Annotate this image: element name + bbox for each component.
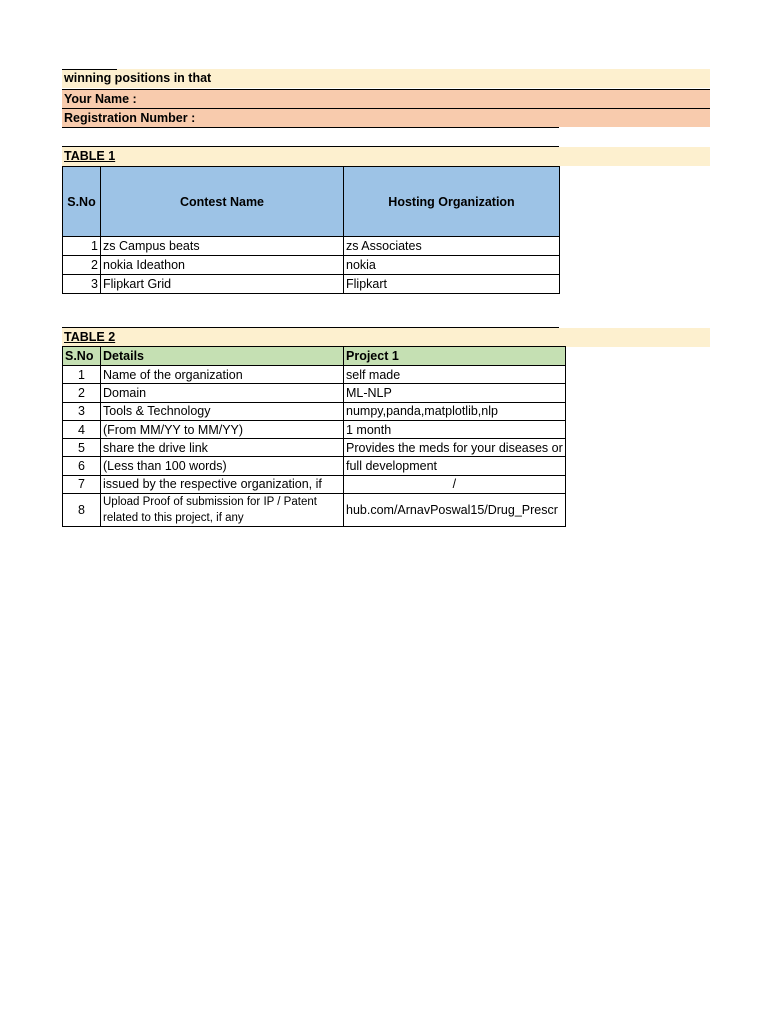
cell-details[interactable]: issued by the respective organization, if — [101, 475, 344, 493]
cell-project1[interactable]: 1 month — [344, 420, 566, 438]
cell-project1[interactable]: full development — [344, 457, 566, 475]
cell-project1[interactable]: ML-NLP — [344, 384, 566, 402]
col-sno-header: S.No — [63, 167, 101, 237]
cell-hosting-org[interactable]: nokia — [344, 256, 560, 275]
cell-hosting-org[interactable]: zs Associates — [344, 237, 560, 256]
your-name-row[interactable] — [62, 89, 710, 108]
col-sno-header: S.No — [63, 347, 101, 366]
col-details-header: Details — [101, 347, 344, 366]
cell-project1[interactable]: self made — [344, 366, 566, 384]
cell-details[interactable]: (Less than 100 words) — [101, 457, 344, 475]
table2-title: TABLE 2 — [64, 330, 116, 344]
project-details-table — [62, 346, 566, 527]
cell-project1[interactable]: numpy,panda,matplotlib,nlp — [344, 402, 566, 420]
cell-contest-name[interactable]: zs Campus beats — [101, 237, 344, 256]
registration-number-label: Registration Number : — [64, 111, 196, 125]
cell-sno[interactable]: 1 — [63, 237, 101, 256]
cell-sno[interactable]: 2 — [63, 384, 101, 402]
cell-details[interactable]: Name of the organization — [101, 366, 344, 384]
contest-table — [62, 166, 560, 294]
your-name-label: Your Name : — [64, 92, 137, 106]
cell-contest-name[interactable]: Flipkart Grid — [101, 275, 344, 294]
cell-details[interactable]: (From MM/YY to MM/YY) — [101, 420, 344, 438]
cell-sno[interactable]: 3 — [63, 402, 101, 420]
cell-sno[interactable]: 2 — [63, 256, 101, 275]
cell-details[interactable]: Domain — [101, 384, 344, 402]
table-row[interactable] — [63, 439, 566, 457]
table-row[interactable] — [63, 384, 566, 402]
header-bottom-border — [62, 127, 559, 128]
winning-positions-text: winning positions in that — [64, 71, 212, 85]
cell-sno[interactable]: 5 — [63, 439, 101, 457]
table-row[interactable] — [63, 275, 560, 294]
cell-sno[interactable]: 7 — [63, 475, 101, 493]
winning-positions-row — [62, 69, 710, 88]
table-header-row — [63, 347, 566, 366]
cell-sno[interactable]: 3 — [63, 275, 101, 294]
table2-title-border — [62, 327, 559, 328]
table1-title: TABLE 1 — [64, 149, 116, 163]
table-row[interactable] — [63, 420, 566, 438]
partial-border — [62, 69, 117, 70]
table-row[interactable] — [63, 256, 560, 275]
col-contest-name-header: Contest Name — [101, 167, 344, 237]
header-mid-border — [62, 108, 559, 109]
table-row[interactable] — [63, 366, 566, 384]
cell-details[interactable]: Upload Proof of submission for IP / Patent related to this project, if any — [101, 494, 344, 527]
table2-title-row — [62, 328, 710, 347]
col-hosting-org-header: Hosting Organization — [344, 167, 560, 237]
cell-project1[interactable]: Provides the meds for your diseases or — [344, 439, 566, 457]
header-top-border — [62, 89, 559, 90]
cell-sno[interactable]: 4 — [63, 420, 101, 438]
table-row[interactable] — [63, 402, 566, 420]
table1-title-row — [62, 147, 710, 166]
table-row[interactable] — [63, 457, 566, 475]
cell-contest-name[interactable]: nokia Ideathon — [101, 256, 344, 275]
cell-project1[interactable]: hub.com/ArnavPoswal15/Drug_Prescr — [344, 494, 566, 527]
table-row[interactable] — [63, 475, 566, 493]
cell-sno[interactable]: 8 — [63, 494, 101, 527]
cell-project1[interactable]: / — [344, 475, 566, 493]
table-row[interactable] — [63, 494, 566, 527]
cell-sno[interactable]: 1 — [63, 366, 101, 384]
cell-hosting-org[interactable]: Flipkart — [344, 275, 560, 294]
table-row[interactable] — [63, 237, 560, 256]
cell-details[interactable]: share the drive link — [101, 439, 344, 457]
col-project1-header: Project 1 — [344, 347, 566, 366]
cell-details[interactable]: Tools & Technology — [101, 402, 344, 420]
table-header-row — [63, 167, 560, 237]
registration-number-row[interactable] — [62, 108, 710, 127]
table1-title-border — [62, 146, 559, 147]
cell-sno[interactable]: 6 — [63, 457, 101, 475]
